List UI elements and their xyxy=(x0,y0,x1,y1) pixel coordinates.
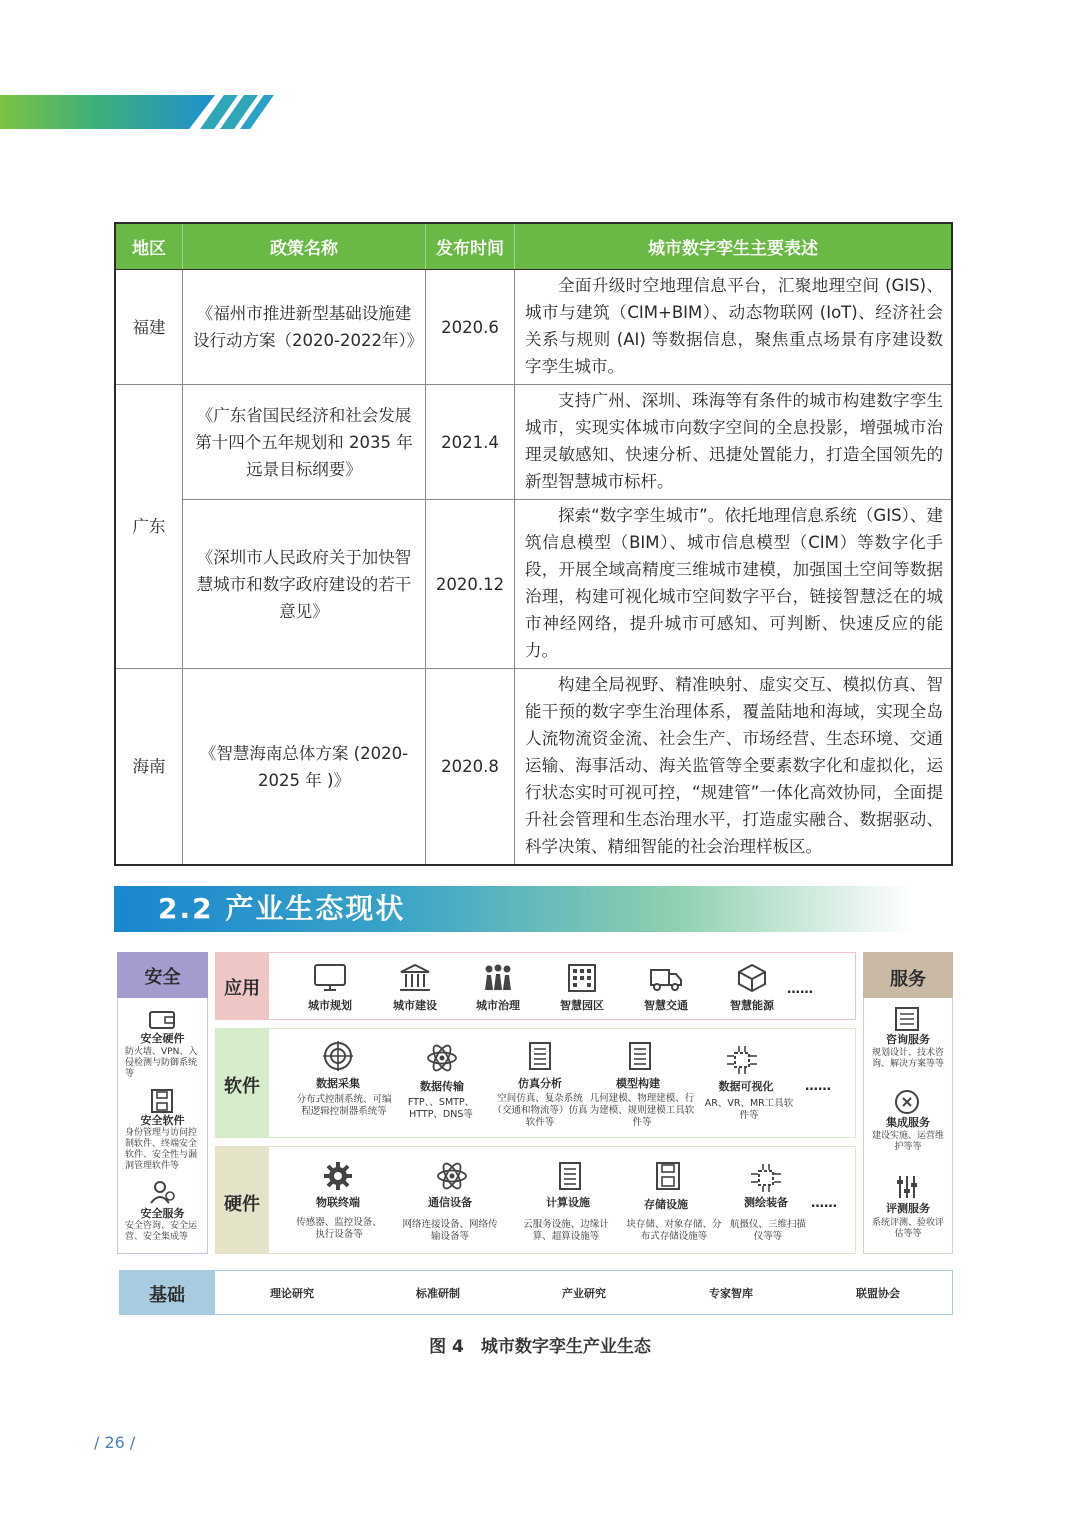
atom-network-icon xyxy=(434,1160,470,1192)
region-cell: 福建 xyxy=(115,270,183,385)
software-item-label: 数据采集 xyxy=(316,1077,360,1090)
app-item-label: 智慧园区 xyxy=(560,999,604,1012)
date-cell: 2020.8 xyxy=(426,669,515,866)
hardware-more-ellipsis: …… xyxy=(811,1196,837,1211)
people-group-icon xyxy=(480,962,516,994)
security-item-label: 安全服务 xyxy=(140,1207,185,1220)
building-columns-icon xyxy=(397,962,433,994)
policy-name-cell: 《福州市推进新型基础设施建设行动方案（2020-2022年）》 xyxy=(183,270,426,385)
security-item-desc: 防火墙、VPN、入侵检测与防御系统等 xyxy=(125,1047,198,1079)
software-item-desc: AR、VR、MR工具软件等 xyxy=(704,1098,794,1121)
monitor-icon xyxy=(312,962,348,994)
policy-table xyxy=(114,222,953,866)
table-header-row xyxy=(115,223,952,270)
description-cell: 全面升级时空地理信息平台，汇聚地理空间 (GIS)、城市与建筑（CIM+BIM）、动态物联网 (IoT)、经济社会关系与规则 (AI) 等数据信息，聚焦重点场景有序建设数字孪生城市。 xyxy=(515,270,953,385)
hardware-item-label: 存储设施 xyxy=(644,1198,688,1211)
gear-icon xyxy=(320,1160,356,1192)
col-header-description: 城市数字孪生主要表述 xyxy=(515,223,953,270)
policy-name-cell: 《广东省国民经济和社会发展第十四个五年规划和 2035 年远景目标纲要》 xyxy=(183,385,426,500)
policy-name-cell: 《深圳市人民政府关于加快智慧城市和数字政府建设的若干意见》 xyxy=(183,500,426,669)
foundation-item: 专家智库 xyxy=(709,1287,753,1300)
user-service-icon xyxy=(149,1179,177,1205)
storage-disk-icon xyxy=(650,1160,686,1192)
integration-circle-icon xyxy=(893,1088,921,1116)
table-row xyxy=(115,270,952,385)
service-item-label: 咨询服务 xyxy=(886,1033,930,1046)
hardware-item-desc: 网络连接设备、网络传输设备等 xyxy=(402,1219,498,1242)
service-item-label: 评测服务 xyxy=(886,1202,930,1215)
figure-caption: 图 4 城市数字孪生产业生态 xyxy=(429,1337,651,1357)
atom-icon xyxy=(424,1042,460,1074)
hardware-item-label: 测绘装备 xyxy=(744,1196,788,1209)
service-item-desc: 规划设计、技术咨询、解决方案等等 xyxy=(871,1048,944,1069)
application-row-title: 应用 xyxy=(224,978,260,999)
service-item-desc: 系统评测、验收评估等等 xyxy=(871,1218,944,1239)
table-row xyxy=(115,385,952,500)
server-list-icon xyxy=(552,1160,588,1192)
foundation-item: 产业研究 xyxy=(562,1287,606,1300)
region-cell: 广东 xyxy=(115,385,183,669)
app-item-label: 智慧交通 xyxy=(644,999,688,1012)
save-disk-icon xyxy=(149,1088,175,1114)
survey-chip-icon xyxy=(748,1162,784,1194)
security-item-label: 安全软件 xyxy=(140,1114,185,1127)
security-item-label: 安全硬件 xyxy=(140,1032,185,1045)
model-document-icon xyxy=(622,1040,658,1072)
description-cell: 探索“数字孪生城市”。依托地理信息系统（GIS）、建筑信息模型（BIM）、城市信息模型（CIM）等数字化手段，开展全域高精度三维城市建模，加强国土空间等数据治理，构建可视化城市空间数字平台，链接智慧泛在的城市神经网络，提升城市可感知、可判断、快速反应的能力。 xyxy=(515,500,953,669)
truck-icon xyxy=(648,962,684,994)
sliders-icon xyxy=(893,1174,921,1200)
description-cell: 支持广州、深圳、珠海等有条件的城市构建数字孪生城市，实现实体城市向数字空间的全息投影，增强城市治理灵敏感知、快速分析、迅捷处置能力，打造全国领先的新型智慧城市标杆。 xyxy=(515,385,953,500)
page-number-value: 26 xyxy=(104,1433,125,1452)
software-item-label: 数据传输 xyxy=(420,1080,464,1093)
hardware-item-desc: 云服务设施、边缘计算、超算设施等 xyxy=(523,1219,609,1242)
section-title: 2.2 产业生态现状 xyxy=(158,892,406,925)
chip-visualization-icon xyxy=(724,1044,760,1076)
foundation-item: 联盟协会 xyxy=(856,1287,900,1300)
software-item-label: 模型构建 xyxy=(616,1077,660,1090)
app-item-label: 智慧能源 xyxy=(730,999,774,1012)
col-header-policy-name: 政策名称 xyxy=(183,223,426,270)
hardware-item-label: 计算设施 xyxy=(546,1196,590,1209)
app-item-label: 城市规划 xyxy=(308,999,352,1012)
software-row-title: 软件 xyxy=(224,1076,260,1097)
header-gradient-bar xyxy=(0,95,215,129)
col-header-date: 发布时间 xyxy=(426,223,515,270)
data-collect-target-icon xyxy=(320,1040,356,1072)
app-item-label: 城市治理 xyxy=(476,999,520,1012)
foundation-item: 标准研制 xyxy=(416,1287,460,1300)
date-cell: 2021.4 xyxy=(426,385,515,500)
section-header xyxy=(114,886,914,932)
date-cell: 2020.12 xyxy=(426,500,515,669)
wallet-icon xyxy=(147,1007,177,1031)
col-header-region: 地区 xyxy=(115,223,183,270)
service-item-desc: 建设实施、运营维护等等 xyxy=(871,1131,944,1152)
software-item-desc: FTP、、SMTP、HTTP、DNS等 xyxy=(407,1097,475,1120)
table-row xyxy=(115,669,952,866)
description-cell: 构建全局视野、精准映射、虚实交互、模拟仿真、智能干预的数字孪生治理体系，覆盖陆地和海域，实现全岛人流物流资金流、社会生产、市场经营、生态环境、交通运输、海事活动、海关监管等全要素数字化和虚拟化，运行状态实时可视可控，“规建管”一体化高效协同，全面提升社会管理和生态治理水平，打造虚实融合、数据驱动、科学决策、精细智能的社会治理样板区。 xyxy=(515,669,953,866)
date-cell: 2020.6 xyxy=(426,270,515,385)
book-icon xyxy=(892,1006,922,1032)
hardware-item-desc: 传感器、监控设备、执行设备等 xyxy=(296,1217,382,1240)
security-item-desc: 安全咨询、安全运营、安全集成等 xyxy=(125,1221,198,1242)
software-item-desc: 分布式控制系统、可编程逻辑控制器系统等 xyxy=(296,1094,392,1117)
hardware-item-desc: 航摄仪、三维扫描仪等等 xyxy=(730,1219,807,1242)
hardware-item-label: 通信设备 xyxy=(428,1196,472,1209)
document-list-icon xyxy=(522,1040,558,1072)
software-item-label: 仿真分析 xyxy=(518,1077,562,1090)
hardware-item-label: 物联终端 xyxy=(316,1196,360,1209)
policy-name-cell: 《智慧海南总体方案 (2020-2025 年 )》 xyxy=(183,669,426,866)
foundation-item: 理论研究 xyxy=(270,1287,314,1300)
security-title: 安全 xyxy=(144,967,181,988)
region-cell: 海南 xyxy=(115,669,183,866)
software-item-label: 数据可视化 xyxy=(718,1080,774,1093)
service-item-label: 集成服务 xyxy=(886,1116,930,1129)
app-item-label: 城市建设 xyxy=(393,999,437,1012)
service-title: 服务 xyxy=(890,969,926,990)
security-item-desc: 身份管理与访问控制软件、终端安全软件、安全性与漏洞管理软件等 xyxy=(125,1128,198,1171)
foundation-row xyxy=(119,1270,953,1315)
energy-cube-icon xyxy=(734,962,770,994)
software-item-desc: 空间仿真、复杂系统（交通和物流等）仿真软件等 xyxy=(492,1093,588,1128)
foundation-title: 基础 xyxy=(149,1285,185,1306)
hardware-row-title: 硬件 xyxy=(224,1194,260,1215)
app-more-ellipsis: …… xyxy=(787,982,813,997)
table-row xyxy=(115,500,952,669)
software-item-desc: 几何建模、物理建模、行为建模、规则建模工具软件等 xyxy=(589,1093,695,1128)
software-more-ellipsis: …… xyxy=(805,1079,831,1094)
hardware-item-desc: 块存储、对象存储、分布式存储设施等 xyxy=(626,1219,722,1242)
office-building-icon xyxy=(564,962,600,994)
page-number: / 26 / xyxy=(94,1433,136,1452)
